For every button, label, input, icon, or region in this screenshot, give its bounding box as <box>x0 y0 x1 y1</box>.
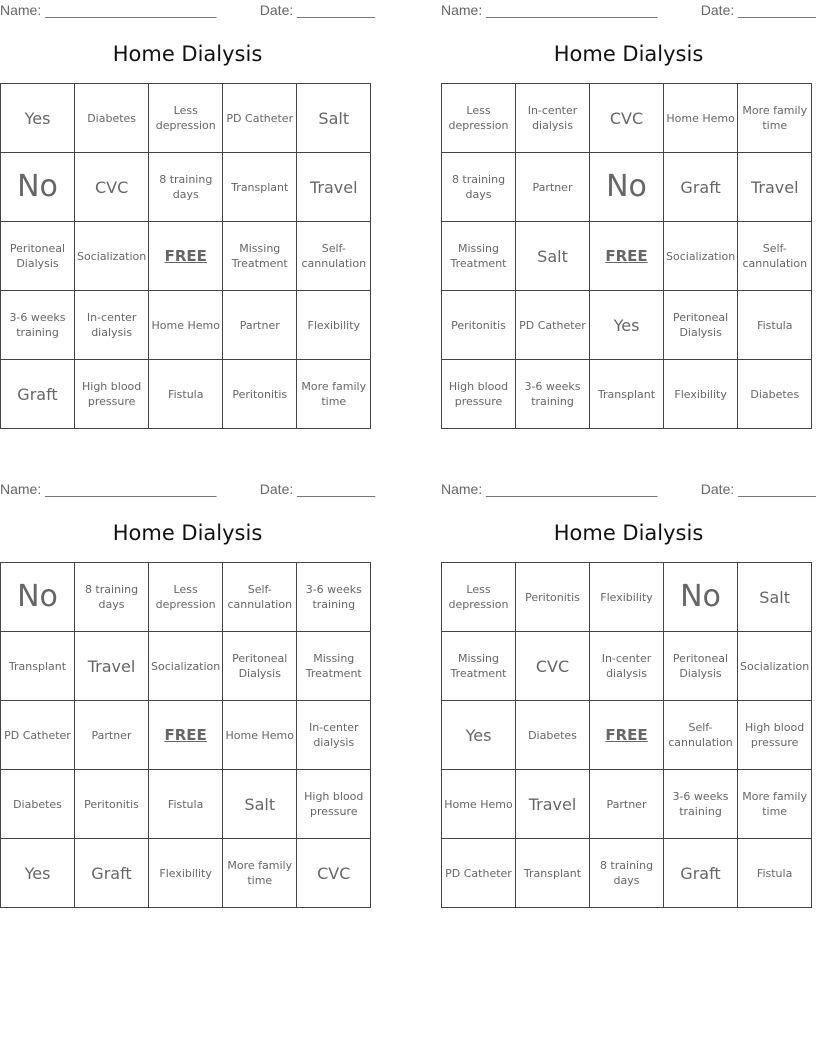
grid-cell: Missing Treatment <box>297 632 371 701</box>
grid-cell: FREE <box>590 701 664 770</box>
grid-cell: More family time <box>738 770 812 839</box>
grid-cell: Home Hemo <box>442 770 516 839</box>
card-title: Home Dialysis <box>112 521 263 545</box>
grid-cell: Transplant <box>223 153 297 222</box>
grid-cell: Travel <box>738 153 812 222</box>
grid-cell: Missing Treatment <box>442 222 516 291</box>
bingo-grid <box>0 562 371 908</box>
grid-cell: Less depression <box>442 563 516 632</box>
grid-cell: Flexibility <box>297 291 371 360</box>
grid-cell: Socialization <box>75 222 149 291</box>
grid-cell: Peritonitis <box>442 291 516 360</box>
bingo-grid <box>441 562 812 908</box>
grid-cell: Diabetes <box>75 84 149 153</box>
grid-cell: Transplant <box>1 632 75 701</box>
grid-row <box>1 84 371 153</box>
grid-cell: Socialization <box>664 222 738 291</box>
bingo-card-2 <box>441 0 816 408</box>
grid-cell: Yes <box>442 701 516 770</box>
grid-cell: PD Catheter <box>223 84 297 153</box>
grid-cell: Graft <box>75 839 149 908</box>
grid-cell: FREE <box>149 701 223 770</box>
grid-cell: Socialization <box>738 632 812 701</box>
grid-cell: Fistula <box>149 770 223 839</box>
grid-cell: Partner <box>75 701 149 770</box>
grid-row <box>442 632 812 701</box>
grid-cell: 3-6 weeks training <box>664 770 738 839</box>
grid-cell: 3-6 weeks training <box>516 360 590 429</box>
grid-cell: In-center dialysis <box>516 84 590 153</box>
grid-cell: Self-cannulation <box>664 701 738 770</box>
grid-cell: Socialization <box>149 632 223 701</box>
bingo-card-3 <box>0 479 375 887</box>
grid-cell: No <box>1 563 75 632</box>
card-title: Home Dialysis <box>553 521 704 545</box>
grid-cell: Peritoneal Dialysis <box>664 632 738 701</box>
grid-cell: No <box>590 153 664 222</box>
grid-cell: FREE <box>590 222 664 291</box>
grid-cell: Salt <box>738 563 812 632</box>
grid-cell: High blood pressure <box>442 360 516 429</box>
grid-cell: Home Hemo <box>664 84 738 153</box>
grid-row <box>442 84 812 153</box>
card-title: Home Dialysis <box>553 42 704 66</box>
grid-cell: Graft <box>664 153 738 222</box>
grid-cell: Peritonitis <box>516 563 590 632</box>
grid-cell: Transplant <box>516 839 590 908</box>
grid-cell: More family time <box>738 84 812 153</box>
grid-cell: CVC <box>75 153 149 222</box>
date-field-label: Date: __________ <box>259 481 375 497</box>
grid-cell: Partner <box>223 291 297 360</box>
grid-row <box>1 360 371 429</box>
grid-cell: Home Hemo <box>223 701 297 770</box>
grid-cell: Transplant <box>590 360 664 429</box>
grid-cell: Travel <box>297 153 371 222</box>
grid-cell: No <box>664 563 738 632</box>
date-field-label: Date: __________ <box>700 2 816 18</box>
grid-cell: Missing Treatment <box>223 222 297 291</box>
grid-cell: CVC <box>516 632 590 701</box>
grid-cell: CVC <box>590 84 664 153</box>
grid-cell: 8 training days <box>149 153 223 222</box>
grid-row <box>1 632 371 701</box>
grid-row <box>1 291 371 360</box>
grid-cell: Salt <box>223 770 297 839</box>
grid-cell: More family time <box>297 360 371 429</box>
bingo-grid <box>0 83 371 429</box>
grid-row <box>1 839 371 908</box>
grid-cell: Graft <box>664 839 738 908</box>
grid-cell: 3-6 weeks training <box>1 291 75 360</box>
grid-cell: PD Catheter <box>516 291 590 360</box>
grid-cell: PD Catheter <box>442 839 516 908</box>
bingo-card-4 <box>441 479 816 887</box>
grid-row <box>442 770 812 839</box>
name-date-row <box>0 0 375 22</box>
grid-cell: 3-6 weeks training <box>297 563 371 632</box>
name-date-row <box>441 479 816 501</box>
grid-cell: Home Hemo <box>149 291 223 360</box>
grid-row <box>442 839 812 908</box>
grid-cell: Self-cannulation <box>738 222 812 291</box>
grid-cell: 8 training days <box>75 563 149 632</box>
grid-cell: Yes <box>1 839 75 908</box>
grid-cell: Peritoneal Dialysis <box>1 222 75 291</box>
grid-cell: Travel <box>516 770 590 839</box>
grid-row <box>442 563 812 632</box>
name-field-label: Name: ______________________ <box>441 2 658 18</box>
grid-cell: Travel <box>75 632 149 701</box>
grid-row <box>1 222 371 291</box>
grid-row <box>1 770 371 839</box>
grid-cell: Salt <box>516 222 590 291</box>
grid-cell: High blood pressure <box>738 701 812 770</box>
grid-cell: Yes <box>1 84 75 153</box>
grid-cell: Flexibility <box>149 839 223 908</box>
grid-cell: Salt <box>297 84 371 153</box>
grid-cell: Flexibility <box>664 360 738 429</box>
name-field-label: Name: ______________________ <box>0 481 217 497</box>
grid-cell: Fistula <box>149 360 223 429</box>
date-field-label: Date: __________ <box>700 481 816 497</box>
card-title: Home Dialysis <box>112 42 263 66</box>
date-field-label: Date: __________ <box>259 2 375 18</box>
grid-cell: Peritonitis <box>223 360 297 429</box>
grid-row <box>442 360 812 429</box>
grid-cell: Less depression <box>149 84 223 153</box>
grid-cell: Peritonitis <box>75 770 149 839</box>
grid-cell: In-center dialysis <box>75 291 149 360</box>
grid-row <box>1 701 371 770</box>
grid-cell: Graft <box>1 360 75 429</box>
grid-cell: High blood pressure <box>75 360 149 429</box>
grid-row <box>442 153 812 222</box>
grid-cell: Yes <box>590 291 664 360</box>
grid-cell: More family time <box>223 839 297 908</box>
grid-row <box>442 222 812 291</box>
name-field-label: Name: ______________________ <box>0 2 217 18</box>
grid-cell: In-center dialysis <box>297 701 371 770</box>
grid-cell: Partner <box>590 770 664 839</box>
grid-cell: 8 training days <box>442 153 516 222</box>
name-field-label: Name: ______________________ <box>441 481 658 497</box>
grid-cell: Peritoneal Dialysis <box>223 632 297 701</box>
grid-row <box>1 153 371 222</box>
grid-cell: Peritoneal Dialysis <box>664 291 738 360</box>
grid-row <box>442 701 812 770</box>
grid-cell: Less depression <box>442 84 516 153</box>
grid-row <box>442 291 812 360</box>
grid-cell: Self-cannulation <box>223 563 297 632</box>
grid-cell: Fistula <box>738 291 812 360</box>
bingo-grid <box>441 83 812 429</box>
grid-cell: Diabetes <box>1 770 75 839</box>
grid-cell: Partner <box>516 153 590 222</box>
grid-cell: Missing Treatment <box>442 632 516 701</box>
grid-cell: 8 training days <box>590 839 664 908</box>
grid-cell: CVC <box>297 839 371 908</box>
grid-cell: Flexibility <box>590 563 664 632</box>
grid-cell: No <box>1 153 75 222</box>
grid-cell: FREE <box>149 222 223 291</box>
grid-cell: Self-cannulation <box>297 222 371 291</box>
grid-cell: In-center dialysis <box>590 632 664 701</box>
name-date-row <box>441 0 816 22</box>
grid-cell: High blood pressure <box>297 770 371 839</box>
bingo-card-1 <box>0 0 375 408</box>
grid-cell: Diabetes <box>516 701 590 770</box>
grid-row <box>1 563 371 632</box>
name-date-row <box>0 479 375 501</box>
grid-cell: Less depression <box>149 563 223 632</box>
grid-cell: PD Catheter <box>1 701 75 770</box>
grid-cell: Diabetes <box>738 360 812 429</box>
grid-cell: Fistula <box>738 839 812 908</box>
